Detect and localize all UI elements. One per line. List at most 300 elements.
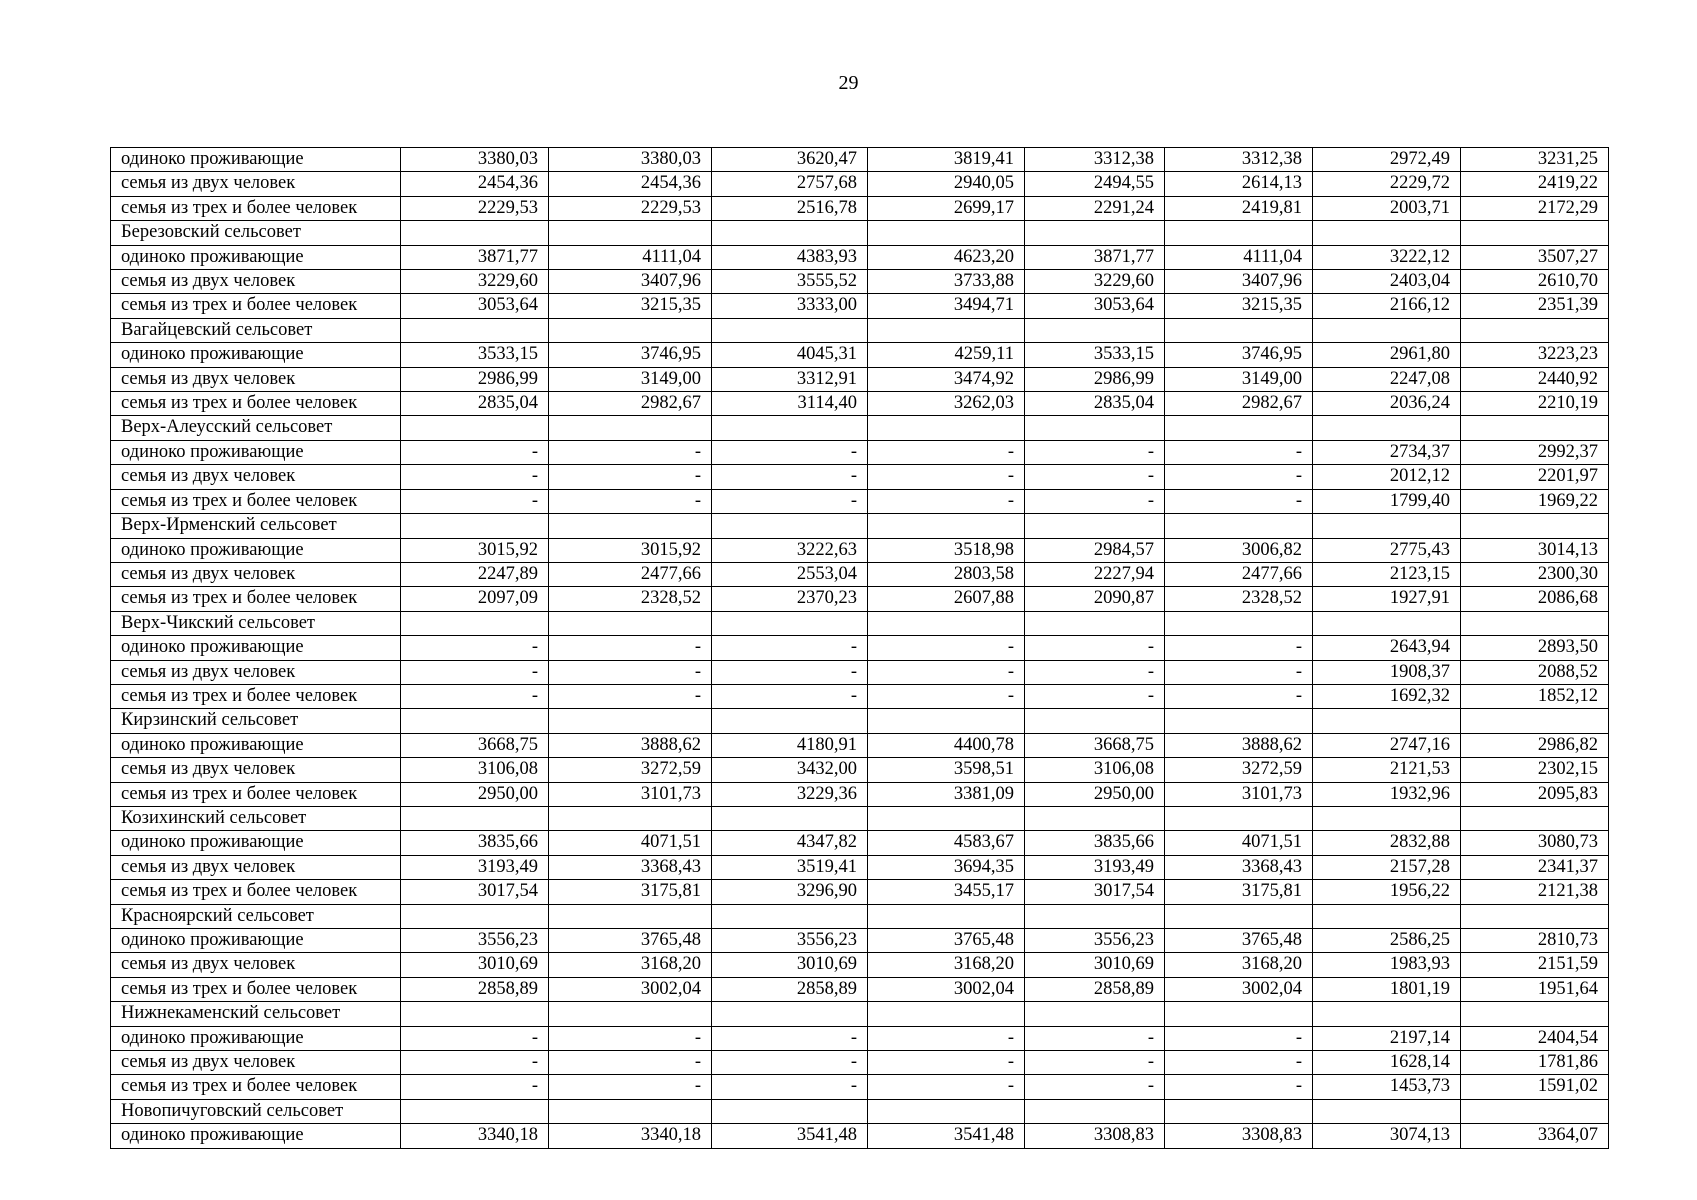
value-cell: - xyxy=(712,660,868,684)
value-cell: 3556,23 xyxy=(401,929,549,953)
table-row xyxy=(111,929,1609,953)
value-cell: 3474,92 xyxy=(868,367,1025,391)
value-cell xyxy=(1025,1002,1165,1026)
value-cell: 3312,38 xyxy=(1165,148,1313,172)
table-row xyxy=(111,977,1609,1001)
value-cell xyxy=(712,1002,868,1026)
value-cell: 3533,15 xyxy=(401,343,549,367)
value-cell: 3106,08 xyxy=(401,758,549,782)
value-cell: 3114,40 xyxy=(712,392,868,416)
value-cell: 3106,08 xyxy=(1025,758,1165,782)
row-label: одиноко проживающие xyxy=(111,831,401,855)
row-label: одиноко проживающие xyxy=(111,343,401,367)
value-cell: 2003,71 xyxy=(1313,196,1461,220)
value-cell: - xyxy=(1025,636,1165,660)
table-row xyxy=(111,587,1609,611)
value-cell xyxy=(549,514,712,538)
value-cell: 3407,96 xyxy=(549,270,712,294)
section-row xyxy=(111,221,1609,245)
section-title: Верх-Чикский сельсовет xyxy=(111,611,401,635)
value-cell xyxy=(549,1099,712,1123)
value-cell: 4111,04 xyxy=(1165,245,1313,269)
value-cell xyxy=(549,709,712,733)
value-cell: 2940,05 xyxy=(868,172,1025,196)
table-row xyxy=(111,1075,1609,1099)
value-cell: - xyxy=(868,440,1025,464)
row-label: одиноко проживающие xyxy=(111,1124,401,1148)
value-cell: 1799,40 xyxy=(1313,489,1461,513)
value-cell xyxy=(1025,514,1165,538)
value-cell: - xyxy=(1025,440,1165,464)
value-cell xyxy=(1165,904,1313,928)
table-row xyxy=(111,1124,1609,1148)
section-title: Верх-Ирменский сельсовет xyxy=(111,514,401,538)
value-cell: 1692,32 xyxy=(1313,684,1461,708)
value-cell xyxy=(549,1002,712,1026)
value-cell: 2982,67 xyxy=(549,392,712,416)
table-row xyxy=(111,562,1609,586)
value-cell: 3333,00 xyxy=(712,294,868,318)
value-cell xyxy=(401,1002,549,1026)
value-cell: - xyxy=(1165,465,1313,489)
section-row xyxy=(111,904,1609,928)
value-cell: 2229,53 xyxy=(401,196,549,220)
value-cell: 3541,48 xyxy=(712,1124,868,1148)
value-cell xyxy=(1313,318,1461,342)
value-cell: - xyxy=(1025,684,1165,708)
value-cell xyxy=(401,709,549,733)
value-cell: 3765,48 xyxy=(868,929,1025,953)
value-cell: - xyxy=(1165,1075,1313,1099)
value-cell: - xyxy=(549,636,712,660)
value-cell: 2247,08 xyxy=(1313,367,1461,391)
value-cell: 2247,89 xyxy=(401,562,549,586)
value-cell: 3308,83 xyxy=(1025,1124,1165,1148)
value-cell: 1983,93 xyxy=(1313,953,1461,977)
value-cell xyxy=(1313,904,1461,928)
value-cell: - xyxy=(712,440,868,464)
value-cell: 3340,18 xyxy=(401,1124,549,1148)
table-row xyxy=(111,294,1609,318)
value-cell: 3871,77 xyxy=(1025,245,1165,269)
value-cell: - xyxy=(1025,489,1165,513)
value-cell: - xyxy=(401,465,549,489)
value-cell: 1453,73 xyxy=(1313,1075,1461,1099)
value-cell: 1801,19 xyxy=(1313,977,1461,1001)
value-cell: - xyxy=(1025,465,1165,489)
row-label: семья из двух человек xyxy=(111,953,401,977)
value-cell: 2300,30 xyxy=(1461,562,1609,586)
value-cell: 2095,83 xyxy=(1461,782,1609,806)
row-label: семья из трех и более человек xyxy=(111,196,401,220)
value-cell: - xyxy=(712,1026,868,1050)
value-cell: - xyxy=(549,1075,712,1099)
value-cell xyxy=(1165,1099,1313,1123)
value-cell xyxy=(401,904,549,928)
value-cell: 2982,67 xyxy=(1165,392,1313,416)
value-cell xyxy=(868,806,1025,830)
value-cell: 3010,69 xyxy=(1025,953,1165,977)
value-cell: - xyxy=(1025,1026,1165,1050)
value-cell xyxy=(1313,611,1461,635)
value-cell xyxy=(1461,1099,1609,1123)
value-cell: 3765,48 xyxy=(1165,929,1313,953)
table-row xyxy=(111,245,1609,269)
value-cell: 2201,97 xyxy=(1461,465,1609,489)
row-label: семья из трех и более человек xyxy=(111,392,401,416)
row-label: семья из двух человек xyxy=(111,172,401,196)
value-cell: - xyxy=(1165,1051,1313,1075)
value-cell xyxy=(1165,318,1313,342)
value-cell: - xyxy=(1025,1075,1165,1099)
value-cell: - xyxy=(1025,1051,1165,1075)
value-cell: 3871,77 xyxy=(401,245,549,269)
value-cell: 2984,57 xyxy=(1025,538,1165,562)
value-cell: 3368,43 xyxy=(549,855,712,879)
value-cell xyxy=(1165,611,1313,635)
value-cell: 2835,04 xyxy=(401,392,549,416)
row-label: семья из трех и более человек xyxy=(111,294,401,318)
value-cell xyxy=(549,611,712,635)
value-cell: 3080,73 xyxy=(1461,831,1609,855)
value-cell xyxy=(1025,221,1165,245)
value-cell: 2166,12 xyxy=(1313,294,1461,318)
value-cell xyxy=(401,514,549,538)
table-row xyxy=(111,489,1609,513)
row-label: семья из трех и более человек xyxy=(111,1075,401,1099)
value-cell: 2403,04 xyxy=(1313,270,1461,294)
value-cell xyxy=(712,514,868,538)
value-cell: 3432,00 xyxy=(712,758,868,782)
value-cell: 2516,78 xyxy=(712,196,868,220)
value-cell: 2291,24 xyxy=(1025,196,1165,220)
value-cell: 4623,20 xyxy=(868,245,1025,269)
row-label: одиноко проживающие xyxy=(111,538,401,562)
value-cell: 3380,03 xyxy=(549,148,712,172)
value-cell xyxy=(868,709,1025,733)
value-cell: 2858,89 xyxy=(401,977,549,1001)
table-row xyxy=(111,880,1609,904)
value-cell xyxy=(1313,806,1461,830)
value-cell xyxy=(712,1099,868,1123)
value-cell: 2454,36 xyxy=(549,172,712,196)
value-cell: 3229,60 xyxy=(1025,270,1165,294)
page-number: 29 xyxy=(838,72,859,94)
row-label: семья из двух человек xyxy=(111,1051,401,1075)
table-row xyxy=(111,270,1609,294)
value-cell: 2121,38 xyxy=(1461,880,1609,904)
table-row xyxy=(111,782,1609,806)
value-cell: - xyxy=(401,440,549,464)
value-cell: 3694,35 xyxy=(868,855,1025,879)
value-cell: 2757,68 xyxy=(712,172,868,196)
value-cell: 2121,53 xyxy=(1313,758,1461,782)
value-cell: - xyxy=(712,636,868,660)
table-row xyxy=(111,758,1609,782)
value-cell: 2734,37 xyxy=(1313,440,1461,464)
value-cell: 2699,17 xyxy=(868,196,1025,220)
value-cell xyxy=(712,611,868,635)
value-cell: 3002,04 xyxy=(549,977,712,1001)
value-cell: 3215,35 xyxy=(549,294,712,318)
value-cell: 3533,15 xyxy=(1025,343,1165,367)
table-row xyxy=(111,367,1609,391)
value-cell: 3598,51 xyxy=(868,758,1025,782)
value-cell: 2607,88 xyxy=(868,587,1025,611)
value-cell: 2835,04 xyxy=(1025,392,1165,416)
value-cell: 3014,13 xyxy=(1461,538,1609,562)
value-cell: 2961,80 xyxy=(1313,343,1461,367)
section-row xyxy=(111,318,1609,342)
value-cell: 3746,95 xyxy=(549,343,712,367)
value-cell: 2950,00 xyxy=(401,782,549,806)
value-cell: 1956,22 xyxy=(1313,880,1461,904)
value-cell: - xyxy=(868,489,1025,513)
value-cell: 3835,66 xyxy=(1025,831,1165,855)
value-cell: 4071,51 xyxy=(1165,831,1313,855)
value-cell xyxy=(1461,709,1609,733)
value-cell xyxy=(712,318,868,342)
value-cell: - xyxy=(1165,489,1313,513)
value-cell: 2643,94 xyxy=(1313,636,1461,660)
value-cell: 3074,13 xyxy=(1313,1124,1461,1148)
table-row xyxy=(111,636,1609,660)
value-cell: 3017,54 xyxy=(1025,880,1165,904)
value-cell: 2419,81 xyxy=(1165,196,1313,220)
section-row xyxy=(111,709,1609,733)
value-cell: - xyxy=(1165,440,1313,464)
section-title: Вагайцевский сельсовет xyxy=(111,318,401,342)
value-cell: - xyxy=(712,1051,868,1075)
section-title: Березовский сельсовет xyxy=(111,221,401,245)
value-cell xyxy=(868,416,1025,440)
value-cell: 3555,52 xyxy=(712,270,868,294)
value-cell: 3296,90 xyxy=(712,880,868,904)
value-cell xyxy=(1165,709,1313,733)
row-label: одиноко проживающие xyxy=(111,636,401,660)
value-cell: 2123,15 xyxy=(1313,562,1461,586)
section-title: Нижнекаменский сельсовет xyxy=(111,1002,401,1026)
row-label: семья из двух человек xyxy=(111,465,401,489)
value-cell: 4259,11 xyxy=(868,343,1025,367)
value-cell: 1628,14 xyxy=(1313,1051,1461,1075)
section-row xyxy=(111,1099,1609,1123)
table-row xyxy=(111,831,1609,855)
value-cell: 3006,82 xyxy=(1165,538,1313,562)
value-cell: - xyxy=(401,660,549,684)
section-title: Новопичуговский сельсовет xyxy=(111,1099,401,1123)
value-cell: 2210,19 xyxy=(1461,392,1609,416)
value-cell xyxy=(1165,514,1313,538)
table-row xyxy=(111,440,1609,464)
value-cell: - xyxy=(401,489,549,513)
value-cell: 3002,04 xyxy=(1165,977,1313,1001)
value-cell: 3222,63 xyxy=(712,538,868,562)
value-cell: 3746,95 xyxy=(1165,343,1313,367)
value-cell xyxy=(1461,806,1609,830)
value-cell: - xyxy=(401,1075,549,1099)
value-cell: 2610,70 xyxy=(1461,270,1609,294)
table-row xyxy=(111,465,1609,489)
row-label: семья из трех и более человек xyxy=(111,684,401,708)
value-cell: 3149,00 xyxy=(1165,367,1313,391)
value-cell: 2404,54 xyxy=(1461,1026,1609,1050)
value-cell: 1852,12 xyxy=(1461,684,1609,708)
value-cell xyxy=(401,221,549,245)
value-cell: 3888,62 xyxy=(549,733,712,757)
table-row xyxy=(111,1026,1609,1050)
value-cell: 3733,88 xyxy=(868,270,1025,294)
value-cell xyxy=(549,221,712,245)
value-cell: 1908,37 xyxy=(1313,660,1461,684)
value-cell xyxy=(1313,221,1461,245)
value-cell xyxy=(868,221,1025,245)
value-cell: 3149,00 xyxy=(549,367,712,391)
value-cell: - xyxy=(401,636,549,660)
section-title: Верх-Алеусский сельсовет xyxy=(111,416,401,440)
value-cell: 3308,83 xyxy=(1165,1124,1313,1148)
value-cell: 2477,66 xyxy=(549,562,712,586)
value-cell: 2494,55 xyxy=(1025,172,1165,196)
value-cell: 3620,47 xyxy=(712,148,868,172)
value-cell: 3541,48 xyxy=(868,1124,1025,1148)
value-cell: 2090,87 xyxy=(1025,587,1165,611)
value-cell: 3015,92 xyxy=(549,538,712,562)
row-label: семья из двух человек xyxy=(111,562,401,586)
section-title: Козихинский сельсовет xyxy=(111,806,401,830)
value-cell: 2328,52 xyxy=(1165,587,1313,611)
value-cell xyxy=(712,904,868,928)
section-title: Красноярский сельсовет xyxy=(111,904,401,928)
value-cell xyxy=(712,709,868,733)
value-cell: 2553,04 xyxy=(712,562,868,586)
value-cell: - xyxy=(549,684,712,708)
value-cell: 3668,75 xyxy=(401,733,549,757)
value-cell: 2370,23 xyxy=(712,587,868,611)
value-cell: 3101,73 xyxy=(1165,782,1313,806)
value-cell: 3518,98 xyxy=(868,538,1025,562)
value-cell: 2341,37 xyxy=(1461,855,1609,879)
value-cell: 3407,96 xyxy=(1165,270,1313,294)
value-cell: - xyxy=(712,684,868,708)
value-cell: 3556,23 xyxy=(712,929,868,953)
value-cell: 2810,73 xyxy=(1461,929,1609,953)
value-cell: 1932,96 xyxy=(1313,782,1461,806)
value-cell xyxy=(1165,806,1313,830)
value-cell xyxy=(401,318,549,342)
row-label: семья из двух человек xyxy=(111,270,401,294)
value-cell: 4111,04 xyxy=(549,245,712,269)
value-cell: 2328,52 xyxy=(549,587,712,611)
value-cell xyxy=(1313,514,1461,538)
value-cell xyxy=(401,416,549,440)
value-cell xyxy=(712,221,868,245)
row-label: одиноко проживающие xyxy=(111,929,401,953)
section-row xyxy=(111,611,1609,635)
value-cell xyxy=(549,904,712,928)
value-cell xyxy=(1313,709,1461,733)
row-label: семья из трех и более человек xyxy=(111,880,401,904)
value-cell: - xyxy=(868,465,1025,489)
value-cell: 3272,59 xyxy=(1165,758,1313,782)
value-cell: 2775,43 xyxy=(1313,538,1461,562)
value-cell: 4347,82 xyxy=(712,831,868,855)
value-cell xyxy=(1461,611,1609,635)
value-cell: 3519,41 xyxy=(712,855,868,879)
table-row xyxy=(111,148,1609,172)
value-cell: 3017,54 xyxy=(401,880,549,904)
value-cell: - xyxy=(1165,660,1313,684)
table-body xyxy=(111,148,1609,1149)
value-cell xyxy=(1025,318,1165,342)
table-row xyxy=(111,1051,1609,1075)
value-cell: 1591,02 xyxy=(1461,1075,1609,1099)
value-cell: 3455,17 xyxy=(868,880,1025,904)
value-cell: 4071,51 xyxy=(549,831,712,855)
value-cell xyxy=(1025,904,1165,928)
value-cell: 1927,91 xyxy=(1313,587,1461,611)
value-cell: - xyxy=(868,1026,1025,1050)
tariff-table xyxy=(110,147,1609,1149)
value-cell xyxy=(1025,611,1165,635)
value-cell xyxy=(712,806,868,830)
value-cell xyxy=(868,904,1025,928)
value-cell: 2454,36 xyxy=(401,172,549,196)
value-cell xyxy=(1461,514,1609,538)
value-cell xyxy=(1461,1002,1609,1026)
value-cell: 3231,25 xyxy=(1461,148,1609,172)
table-row xyxy=(111,660,1609,684)
value-cell xyxy=(1461,416,1609,440)
value-cell: 3272,59 xyxy=(549,758,712,782)
value-cell: 3101,73 xyxy=(549,782,712,806)
value-cell: 2197,14 xyxy=(1313,1026,1461,1050)
row-label: одиноко проживающие xyxy=(111,733,401,757)
value-cell: 3380,03 xyxy=(401,148,549,172)
value-cell: 3835,66 xyxy=(401,831,549,855)
row-label: одиноко проживающие xyxy=(111,440,401,464)
value-cell xyxy=(401,611,549,635)
value-cell: 2086,68 xyxy=(1461,587,1609,611)
value-cell: 3368,43 xyxy=(1165,855,1313,879)
value-cell xyxy=(868,611,1025,635)
value-cell: 3229,36 xyxy=(712,782,868,806)
value-cell: 2172,29 xyxy=(1461,196,1609,220)
value-cell: 3312,38 xyxy=(1025,148,1165,172)
value-cell: - xyxy=(549,465,712,489)
value-cell: 2586,25 xyxy=(1313,929,1461,953)
value-cell: - xyxy=(549,1026,712,1050)
value-cell: 2419,22 xyxy=(1461,172,1609,196)
value-cell: 2229,53 xyxy=(549,196,712,220)
section-row xyxy=(111,514,1609,538)
value-cell: 1951,64 xyxy=(1461,977,1609,1001)
value-cell: - xyxy=(549,440,712,464)
value-cell: 2992,37 xyxy=(1461,440,1609,464)
table-row xyxy=(111,855,1609,879)
row-label: семья из двух человек xyxy=(111,660,401,684)
value-cell: 3312,91 xyxy=(712,367,868,391)
value-cell: 2036,24 xyxy=(1313,392,1461,416)
value-cell: 3053,64 xyxy=(1025,294,1165,318)
table-row xyxy=(111,733,1609,757)
value-cell: - xyxy=(401,684,549,708)
value-cell: - xyxy=(1165,684,1313,708)
value-cell: 2088,52 xyxy=(1461,660,1609,684)
value-cell xyxy=(1313,1099,1461,1123)
value-cell: 2950,00 xyxy=(1025,782,1165,806)
table-row xyxy=(111,172,1609,196)
